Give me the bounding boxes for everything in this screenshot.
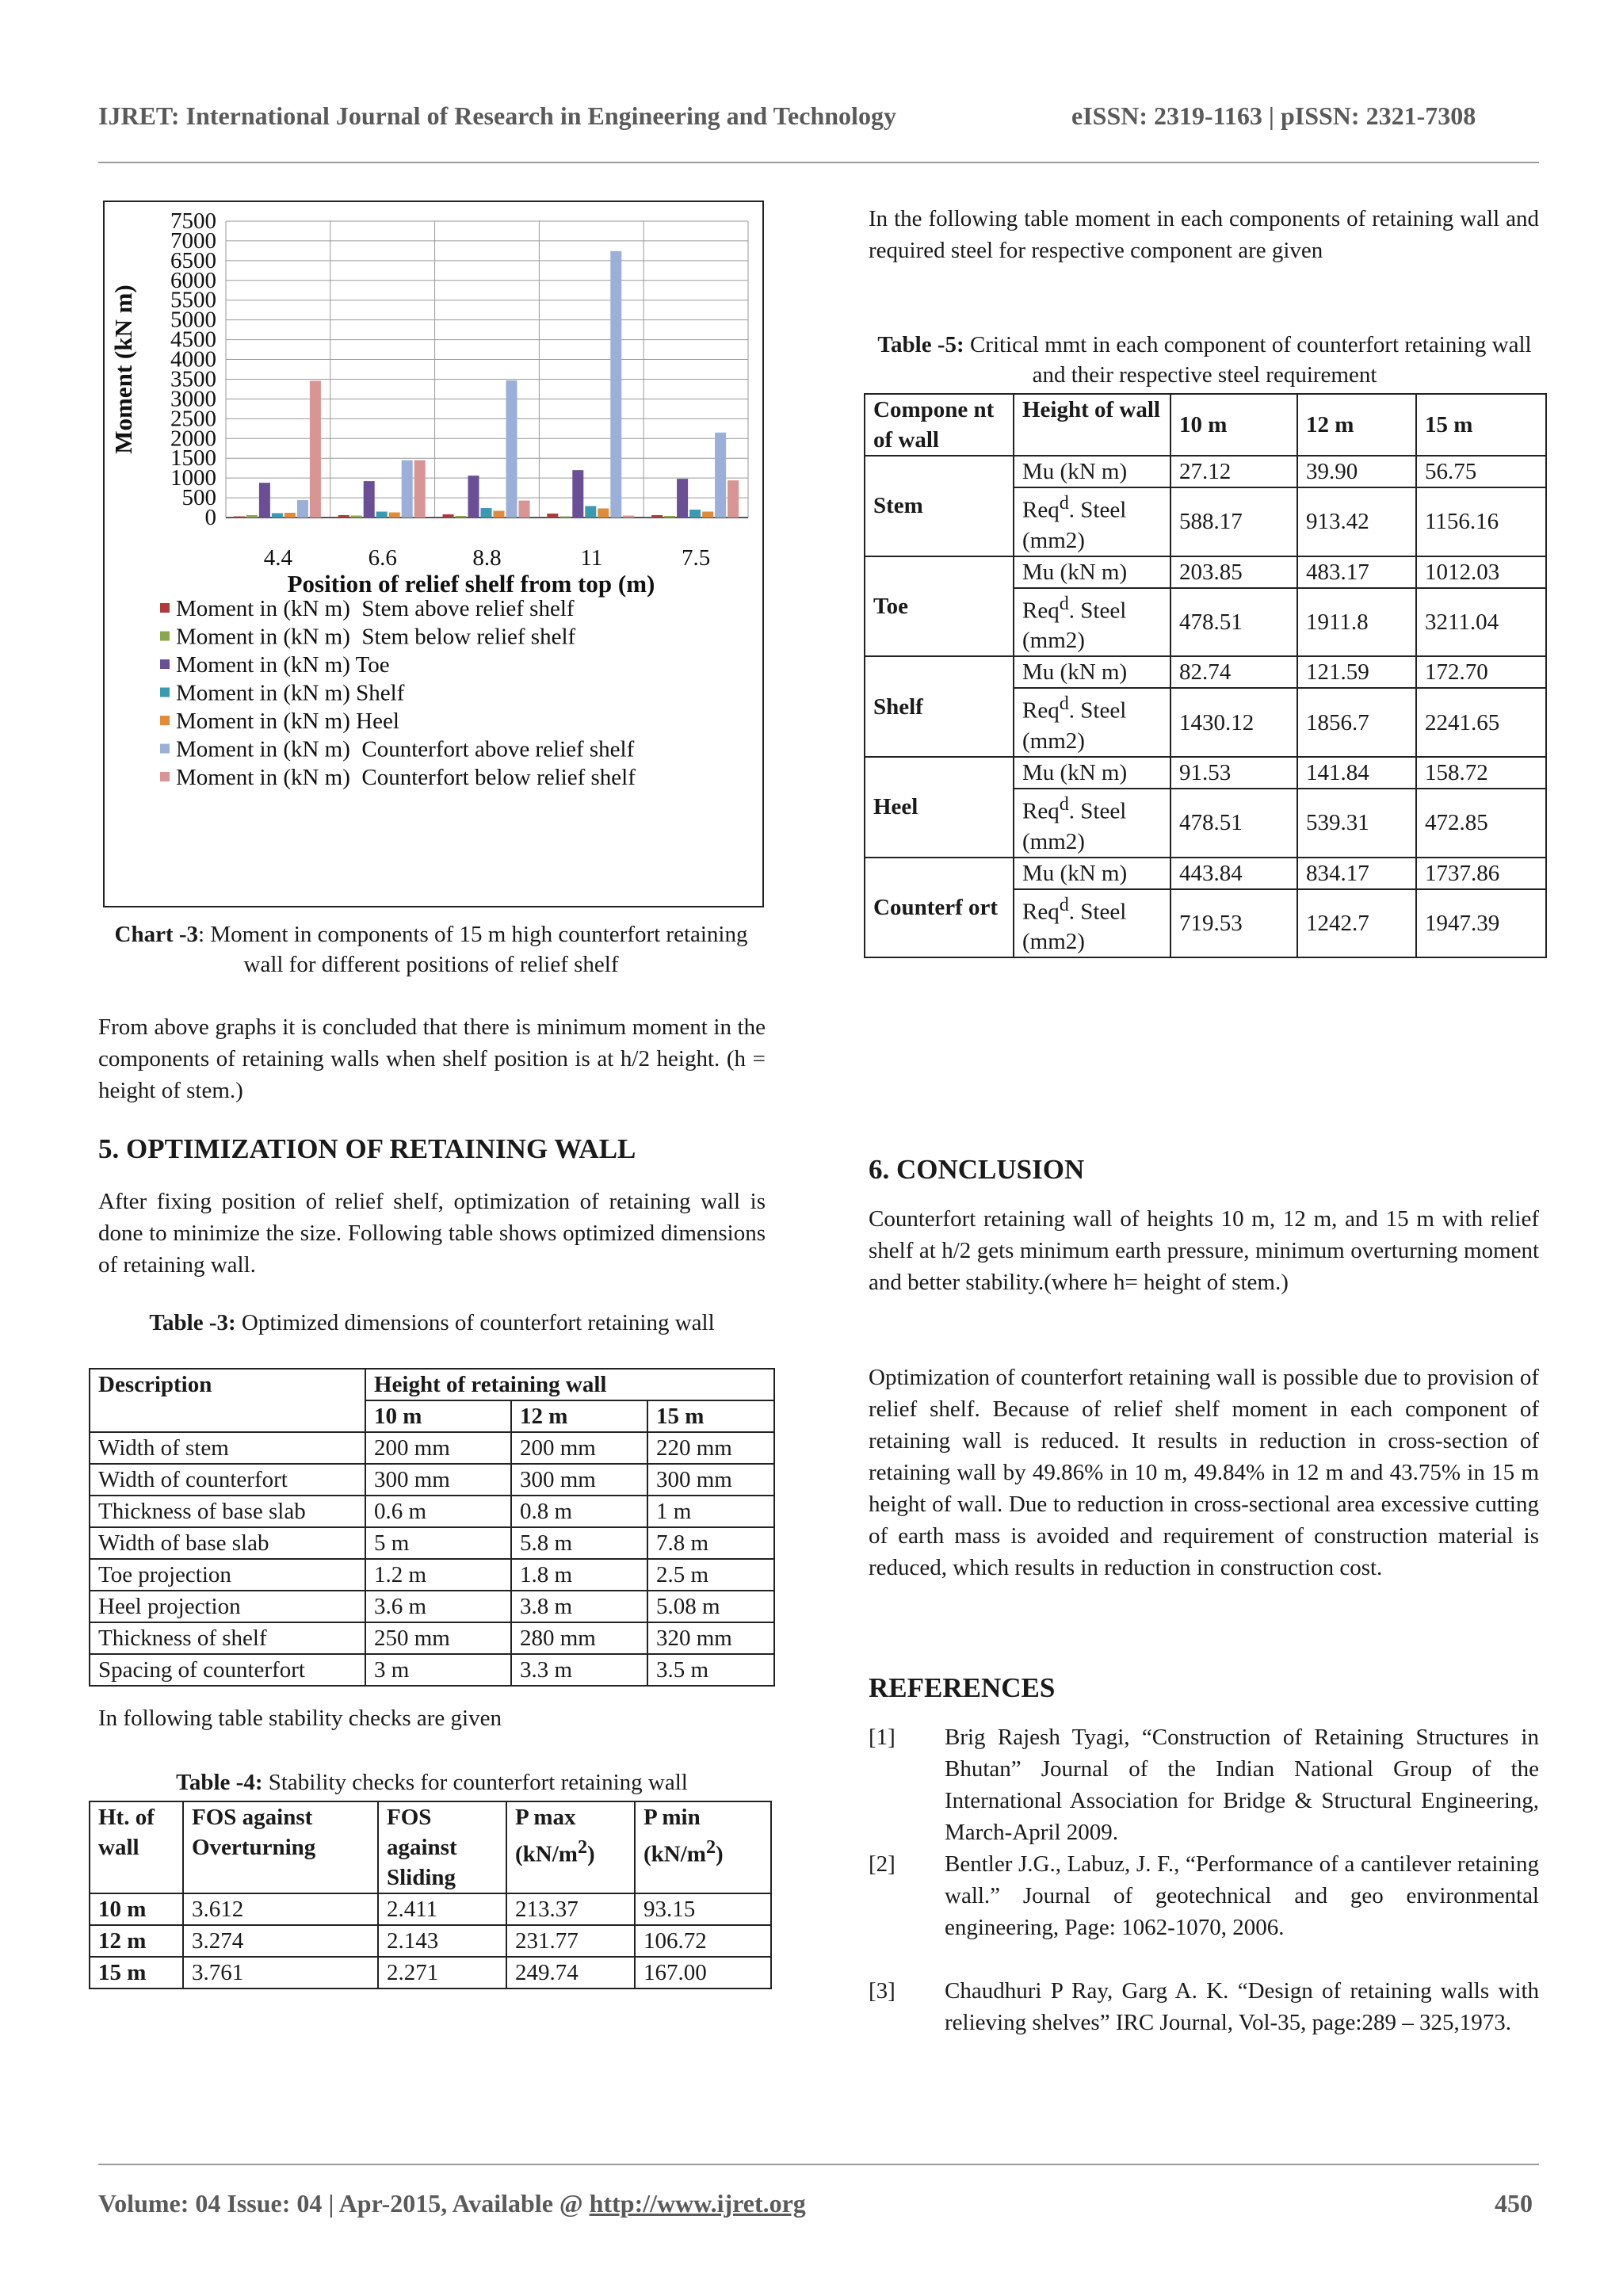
- footer-volume: [98, 2189, 806, 2218]
- table-5-height-header: Height of wall: [1014, 394, 1170, 456]
- table-cell: Heel projection: [90, 1591, 365, 1622]
- right-paragraph-3: Optimization of counterfort retaining wall is possible due to provision of relief shelf. Because of relief shelf moment in each component of retaining wall is reduced. It results in reduction in cross-section of retaining wall by 49.86% in 10 m, 49.84% in 12 m and 43.75% in 15 m height of wall. Due to reduction in cross-sectional area excessive cutting of earth mass is avoided and requirement of construction material is reduced, which results in reduction in construction cost.: [869, 1365, 1539, 1580]
- left-paragraph-2: After fixing position of relief shelf, optimization of retaining wall is done to minimize the size. Following table shows optimized dimensions of retaining wall.: [98, 1189, 766, 1278]
- req-sup: d: [1059, 592, 1069, 614]
- bar: [259, 483, 270, 518]
- table-5-col: 15 m: [1416, 394, 1546, 456]
- reference-number: [3]: [869, 1978, 896, 2004]
- bar: [664, 516, 675, 518]
- table-cell: 249.74: [506, 1957, 635, 1988]
- req-rest: . Steel (mm2): [1022, 697, 1127, 754]
- table-cell: Thickness of base slab: [90, 1496, 365, 1527]
- table-cell: 0.8 m: [511, 1496, 647, 1527]
- legend-swatch: [160, 632, 170, 641]
- table-4-title: Stability checks for counterfort retaining wall: [262, 1770, 688, 1795]
- table-cell: Width of base slab: [90, 1527, 365, 1559]
- mu-value: 91.53: [1170, 757, 1297, 789]
- issn: eISSN: 2319-1163 | pISSN: 2321-7308: [1071, 101, 1476, 130]
- section-6-title: 6. CONCLUSION: [869, 1154, 1085, 1185]
- table-cell: 3.5 m: [647, 1654, 774, 1686]
- legend-label: Moment in (kN m) Counterfort below relief shelf: [176, 765, 636, 790]
- table-3-title: Optimized dimensions of counterfort retaining wall: [235, 1310, 715, 1335]
- table-cell: 3.6 m: [365, 1591, 511, 1622]
- table-cell: 5 m: [365, 1527, 511, 1559]
- y-tick-label: 500: [181, 485, 216, 511]
- steel-value: 1911.8: [1297, 588, 1416, 657]
- pmin-label: P min (kN/m: [643, 1805, 706, 1867]
- table-5-col: 10 m: [1170, 394, 1297, 456]
- table-4-header: FOS against Sliding: [378, 1801, 506, 1893]
- table-row: [90, 1591, 774, 1622]
- table-row: [90, 1893, 771, 1925]
- table-5-title: Critical mmt in each component of counterfort retaining wall and their respective steel requirement: [964, 332, 1532, 388]
- table-cell: Width of counterfort: [90, 1464, 365, 1496]
- bar: [559, 517, 571, 518]
- pmin-close: ): [716, 1841, 724, 1867]
- chart-caption-label: Chart -3: [114, 922, 199, 947]
- bar: [246, 515, 258, 518]
- mu-value: 834.17: [1297, 858, 1416, 889]
- component-name: Heel: [865, 757, 1014, 858]
- table-cell: 1.8 m: [511, 1559, 647, 1591]
- req-text: Req: [1022, 899, 1060, 925]
- component-name: Stem: [865, 456, 1014, 556]
- legend-swatch: [160, 659, 170, 669]
- table-row: [865, 656, 1546, 688]
- bar: [702, 512, 713, 518]
- mu-value: 56.75: [1416, 456, 1546, 487]
- table-cell: 1.2 m: [365, 1559, 511, 1591]
- legend-label: Moment in (kN m) Stem above relief shelf: [176, 596, 575, 621]
- table-5: [864, 393, 1547, 958]
- mu-value: 483.17: [1297, 556, 1416, 588]
- table-cell: 0.6 m: [365, 1496, 511, 1527]
- table-3-caption: [111, 1308, 753, 1338]
- steel-label: [1014, 588, 1170, 657]
- req-text: Req: [1022, 598, 1060, 624]
- table-row: [90, 1559, 774, 1591]
- table-3-desc-header: Description: [90, 1369, 365, 1432]
- steel-value: 719.53: [1170, 889, 1297, 958]
- table-4: [89, 1801, 772, 1989]
- mu-value: 203.85: [1170, 556, 1297, 588]
- table-3-col: 10 m: [365, 1400, 511, 1432]
- table-cell: 106.72: [635, 1925, 771, 1957]
- bar: [297, 500, 308, 518]
- table-cell: 3.761: [183, 1957, 378, 1988]
- table-cell: 12 m: [90, 1925, 183, 1957]
- table-cell: 300 mm: [365, 1464, 511, 1496]
- legend-label: Moment in (kN m) Heel: [176, 709, 399, 734]
- bar: [572, 470, 583, 518]
- table-cell: 280 mm: [511, 1622, 647, 1654]
- bar: [519, 501, 530, 518]
- chart-3: [103, 201, 764, 907]
- table-5-label: Table -5:: [877, 332, 964, 357]
- mu-label: Mu (kN m): [1014, 656, 1170, 688]
- mu-value: 443.84: [1170, 858, 1297, 889]
- reference-item: [869, 1848, 1539, 1975]
- bar: [623, 516, 634, 518]
- x-tick-label: 11: [580, 545, 603, 571]
- bar: [689, 510, 701, 518]
- table-4-header: Ht. of wall: [90, 1801, 183, 1893]
- journal-title: IJRET: International Journal of Research in Engineering and Technology: [98, 101, 896, 130]
- table-4-header: FOS against Overturning: [183, 1801, 378, 1893]
- mu-value: 82.74: [1170, 656, 1297, 688]
- reference-text: Bentler J.G., Labuz, J. F., “Performance of a cantilever retaining wall.” Journal of geotechnical and geo environmental engineering, Page: 1062-1070, 2006.: [945, 1851, 1539, 1940]
- right-paragraph-2: Counterfort retaining wall of heights 10 m, 12 m, and 15 m with relief shelf at h/2 gets minimum earth pressure, minimum overturning moment and better stability.(where h= height of stem.): [869, 1206, 1539, 1295]
- steel-value: 1242.7: [1297, 889, 1416, 958]
- bar: [585, 506, 596, 518]
- req-sup: d: [1059, 492, 1069, 514]
- bar: [494, 511, 505, 518]
- legend-label: Moment in (kN m) Shelf: [176, 680, 405, 706]
- steel-value: 2241.65: [1416, 688, 1546, 757]
- bar: [414, 460, 426, 518]
- table-cell: Spacing of counterfort: [90, 1654, 365, 1686]
- req-text: Req: [1022, 497, 1060, 523]
- y-tick-label: 1500: [170, 445, 216, 472]
- steel-value: 588.17: [1170, 487, 1297, 556]
- y-tick-label: 5000: [170, 307, 216, 333]
- req-rest: . Steel (mm2): [1022, 497, 1127, 553]
- legend-swatch: [160, 744, 170, 754]
- bar: [402, 460, 413, 518]
- bar: [651, 515, 663, 518]
- y-tick-label: 6000: [170, 267, 216, 293]
- table-cell: 15 m: [90, 1957, 183, 1988]
- table-cell: 3.3 m: [511, 1654, 647, 1686]
- steel-value: 472.85: [1416, 789, 1546, 858]
- x-tick-label: 7.5: [681, 545, 711, 571]
- steel-value: 3211.04: [1416, 588, 1546, 657]
- steel-label: [1014, 487, 1170, 556]
- table-cell: 300 mm: [511, 1464, 647, 1496]
- table-cell: 10 m: [90, 1893, 183, 1925]
- references-title: REFERENCES: [869, 1672, 1056, 1703]
- table-4-label: Table -4:: [176, 1770, 263, 1795]
- y-tick-label: 0: [204, 505, 216, 530]
- steel-value: 1156.16: [1416, 487, 1546, 556]
- x-tick-label: 8.8: [472, 545, 502, 571]
- mu-value: 27.12: [1170, 456, 1297, 487]
- req-sup: d: [1059, 893, 1069, 915]
- legend-swatch: [160, 688, 170, 697]
- table-cell: 3.274: [183, 1925, 378, 1957]
- table-5-component-header: Compone nt of wall: [865, 394, 1014, 456]
- req-sup: d: [1059, 693, 1069, 715]
- table-row: [90, 1527, 774, 1559]
- steel-value: 1856.7: [1297, 688, 1416, 757]
- footer-volume-text: Volume: 04 Issue: 04 | Apr-2015, Available @: [98, 2189, 590, 2218]
- y-tick-label: 2000: [170, 426, 216, 452]
- table-row: [90, 1925, 771, 1957]
- steel-value: 478.51: [1170, 588, 1297, 657]
- table-3-col: 12 m: [511, 1400, 647, 1432]
- bar: [310, 380, 321, 518]
- bar: [610, 251, 621, 518]
- req-rest: . Steel (mm2): [1022, 899, 1127, 955]
- mu-label: Mu (kN m): [1014, 556, 1170, 588]
- table-4-caption: [98, 1767, 766, 1797]
- bar: [285, 513, 296, 518]
- req-rest: . Steel (mm2): [1022, 798, 1127, 854]
- y-tick-label: 1000: [170, 465, 216, 491]
- table-row: [90, 1654, 774, 1686]
- table-cell: 1 m: [647, 1496, 774, 1527]
- bar: [547, 514, 558, 518]
- y-tick-label: 5500: [170, 287, 216, 313]
- reference-item: [869, 1721, 1539, 1848]
- right-paragraph-1: In the following table moment in each components of retaining wall and required steel for respective component are given: [869, 206, 1539, 263]
- bar: [443, 514, 454, 518]
- table-row: [865, 757, 1546, 789]
- table-cell: 200 mm: [365, 1432, 511, 1464]
- bar: [727, 480, 739, 518]
- table-cell: 213.37: [506, 1893, 635, 1925]
- mu-label: Mu (kN m): [1014, 858, 1170, 889]
- table-4-body: [90, 1893, 771, 1988]
- table-cell: 2.5 m: [647, 1559, 774, 1591]
- req-text: Req: [1022, 697, 1060, 724]
- mu-value: 1012.03: [1416, 556, 1546, 588]
- req-sup: d: [1059, 793, 1069, 815]
- bar: [506, 380, 517, 518]
- pmax-close: ): [587, 1841, 595, 1867]
- table-cell: 3.8 m: [511, 1591, 647, 1622]
- table-5-body: [865, 456, 1546, 957]
- table-row: [90, 1496, 774, 1527]
- bar: [376, 512, 388, 518]
- legend-swatch: [160, 603, 170, 613]
- table-cell: 5.8 m: [511, 1527, 647, 1559]
- bar: [677, 479, 688, 518]
- steel-label: [1014, 688, 1170, 757]
- bar: [598, 509, 609, 518]
- pmax-sup: 2: [577, 1836, 588, 1858]
- bar: [389, 513, 400, 518]
- left-paragraph-1: From above graphs it is concluded that there is minimum moment in the components of retaining walls when shelf position is at h/2 height. (h = height of stem.): [98, 1014, 766, 1103]
- mu-value: 1737.86: [1416, 858, 1546, 889]
- table-cell: 167.00: [635, 1957, 771, 1988]
- chart-caption: [98, 919, 764, 980]
- footer-rule: [98, 2164, 1539, 2165]
- steel-label: [1014, 889, 1170, 958]
- mu-value: 121.59: [1297, 656, 1416, 688]
- journal-link[interactable]: http://www.ijret.org: [589, 2189, 806, 2218]
- bar: [351, 516, 362, 518]
- table-row: [90, 1432, 774, 1464]
- table-row: [90, 1622, 774, 1654]
- table-cell: 300 mm: [647, 1464, 774, 1496]
- mu-value: 39.90: [1297, 456, 1416, 487]
- table-cell: Width of stem: [90, 1432, 365, 1464]
- table-row: [90, 1464, 774, 1496]
- table-cell: Thickness of shelf: [90, 1622, 365, 1654]
- y-tick-label: 7000: [170, 227, 216, 254]
- table-3-col: 15 m: [647, 1400, 774, 1432]
- table-3: [89, 1368, 775, 1687]
- bar: [234, 517, 245, 518]
- y-tick-label: 2500: [170, 406, 216, 432]
- bar: [364, 481, 375, 518]
- legend-label: Moment in (kN m) Counterfort above relief shelf: [176, 736, 635, 762]
- table-3-label: Table -3:: [149, 1310, 236, 1335]
- legend-swatch: [160, 716, 170, 725]
- reference-item: [869, 1975, 1539, 2078]
- table-cell: 320 mm: [647, 1622, 774, 1654]
- y-tick-label: 3000: [170, 386, 216, 412]
- bar: [456, 516, 467, 518]
- pmin-sup: 2: [705, 1836, 716, 1858]
- y-tick-label: 6500: [170, 247, 216, 273]
- table-4-header: [635, 1801, 771, 1893]
- reference-number: [2]: [869, 1851, 896, 1877]
- table-cell: 250 mm: [365, 1622, 511, 1654]
- mu-label: Mu (kN m): [1014, 757, 1170, 789]
- mu-value: 172.70: [1416, 656, 1546, 688]
- legend-label: Moment in (kN m) Stem below relief shelf: [176, 624, 576, 650]
- component-name: Counterf ort: [865, 858, 1014, 958]
- section-5-title: 5. OPTIMIZATION OF RETAINING WALL: [98, 1133, 636, 1164]
- table-cell: 200 mm: [511, 1432, 647, 1464]
- table-4-header: [506, 1801, 635, 1893]
- x-axis-title: Position of relief shelf from top (m): [287, 570, 655, 598]
- req-rest: . Steel (mm2): [1022, 598, 1127, 654]
- table-cell: 93.15: [635, 1893, 771, 1925]
- x-tick-label: 6.6: [368, 545, 397, 571]
- component-name: Shelf: [865, 656, 1014, 757]
- chart-caption-text: : Moment in components of 15 m high counterfort retaining wall for different positions of relief shelf: [198, 922, 748, 977]
- pmax-label: P max (kN/m: [515, 1805, 578, 1867]
- y-tick-label: 3500: [170, 366, 216, 392]
- steel-value: 913.42: [1297, 487, 1416, 556]
- y-tick-label: 7500: [170, 208, 216, 234]
- steel-value: 539.31: [1297, 789, 1416, 858]
- legend-swatch: [160, 772, 170, 781]
- table-3-height-header: Height of retaining wall: [365, 1369, 774, 1400]
- page-number: 450: [1495, 2189, 1533, 2218]
- table-cell: 2.411: [378, 1893, 506, 1925]
- header-rule: [98, 162, 1539, 163]
- mu-value: 141.84: [1297, 757, 1416, 789]
- table-cell: 2.271: [378, 1957, 506, 1988]
- steel-value: 1947.39: [1416, 889, 1546, 958]
- bar: [272, 514, 283, 518]
- table-cell: Toe projection: [90, 1559, 365, 1591]
- table-cell: 5.08 m: [647, 1591, 774, 1622]
- table-row: [865, 456, 1546, 487]
- y-axis-title: Moment (kN m): [109, 285, 137, 454]
- bar: [468, 476, 479, 518]
- steel-value: 478.51: [1170, 789, 1297, 858]
- reference-number: [1]: [869, 1725, 896, 1750]
- reference-text: Brig Rajesh Tyagi, “Construction of Retaining Structures in Bhutan” Journal of the Indian National Group of the International Association for Bridge & Structural Engineering, March-April 2009.: [945, 1725, 1539, 1845]
- moment-chart-svg: [105, 202, 762, 906]
- req-text: Req: [1022, 798, 1060, 824]
- table-5-col: 12 m: [1297, 394, 1416, 456]
- x-tick-label: 4.4: [263, 545, 293, 571]
- table-cell: 220 mm: [647, 1432, 774, 1464]
- bar: [338, 515, 349, 518]
- table-3-body: [90, 1432, 774, 1686]
- bar: [715, 433, 726, 518]
- table-row: [865, 858, 1546, 889]
- steel-label: [1014, 789, 1170, 858]
- table-cell: 3.612: [183, 1893, 378, 1925]
- steel-value: 1430.12: [1170, 688, 1297, 757]
- mu-value: 158.72: [1416, 757, 1546, 789]
- mu-label: Mu (kN m): [1014, 456, 1170, 487]
- table-cell: 7.8 m: [647, 1527, 774, 1559]
- table-5-caption: [872, 330, 1537, 390]
- y-tick-label: 4000: [170, 346, 216, 372]
- y-tick-label: 4500: [170, 327, 216, 353]
- left-paragraph-3: In following table stability checks are given: [98, 1706, 502, 1731]
- table-row: [865, 556, 1546, 588]
- table-cell: 2.143: [378, 1925, 506, 1957]
- legend-label: Moment in (kN m) Toe: [176, 652, 390, 678]
- table-cell: 3 m: [365, 1654, 511, 1686]
- reference-text: Chaudhuri P Ray, Garg A. K. “Design of retaining walls with relieving shelves” IRC Journal, Vol-35, page:289 – 325,1973.: [945, 1978, 1539, 2035]
- component-name: Toe: [865, 556, 1014, 657]
- table-cell: 231.77: [506, 1925, 635, 1957]
- table-row: [90, 1957, 771, 1988]
- bar: [481, 508, 492, 518]
